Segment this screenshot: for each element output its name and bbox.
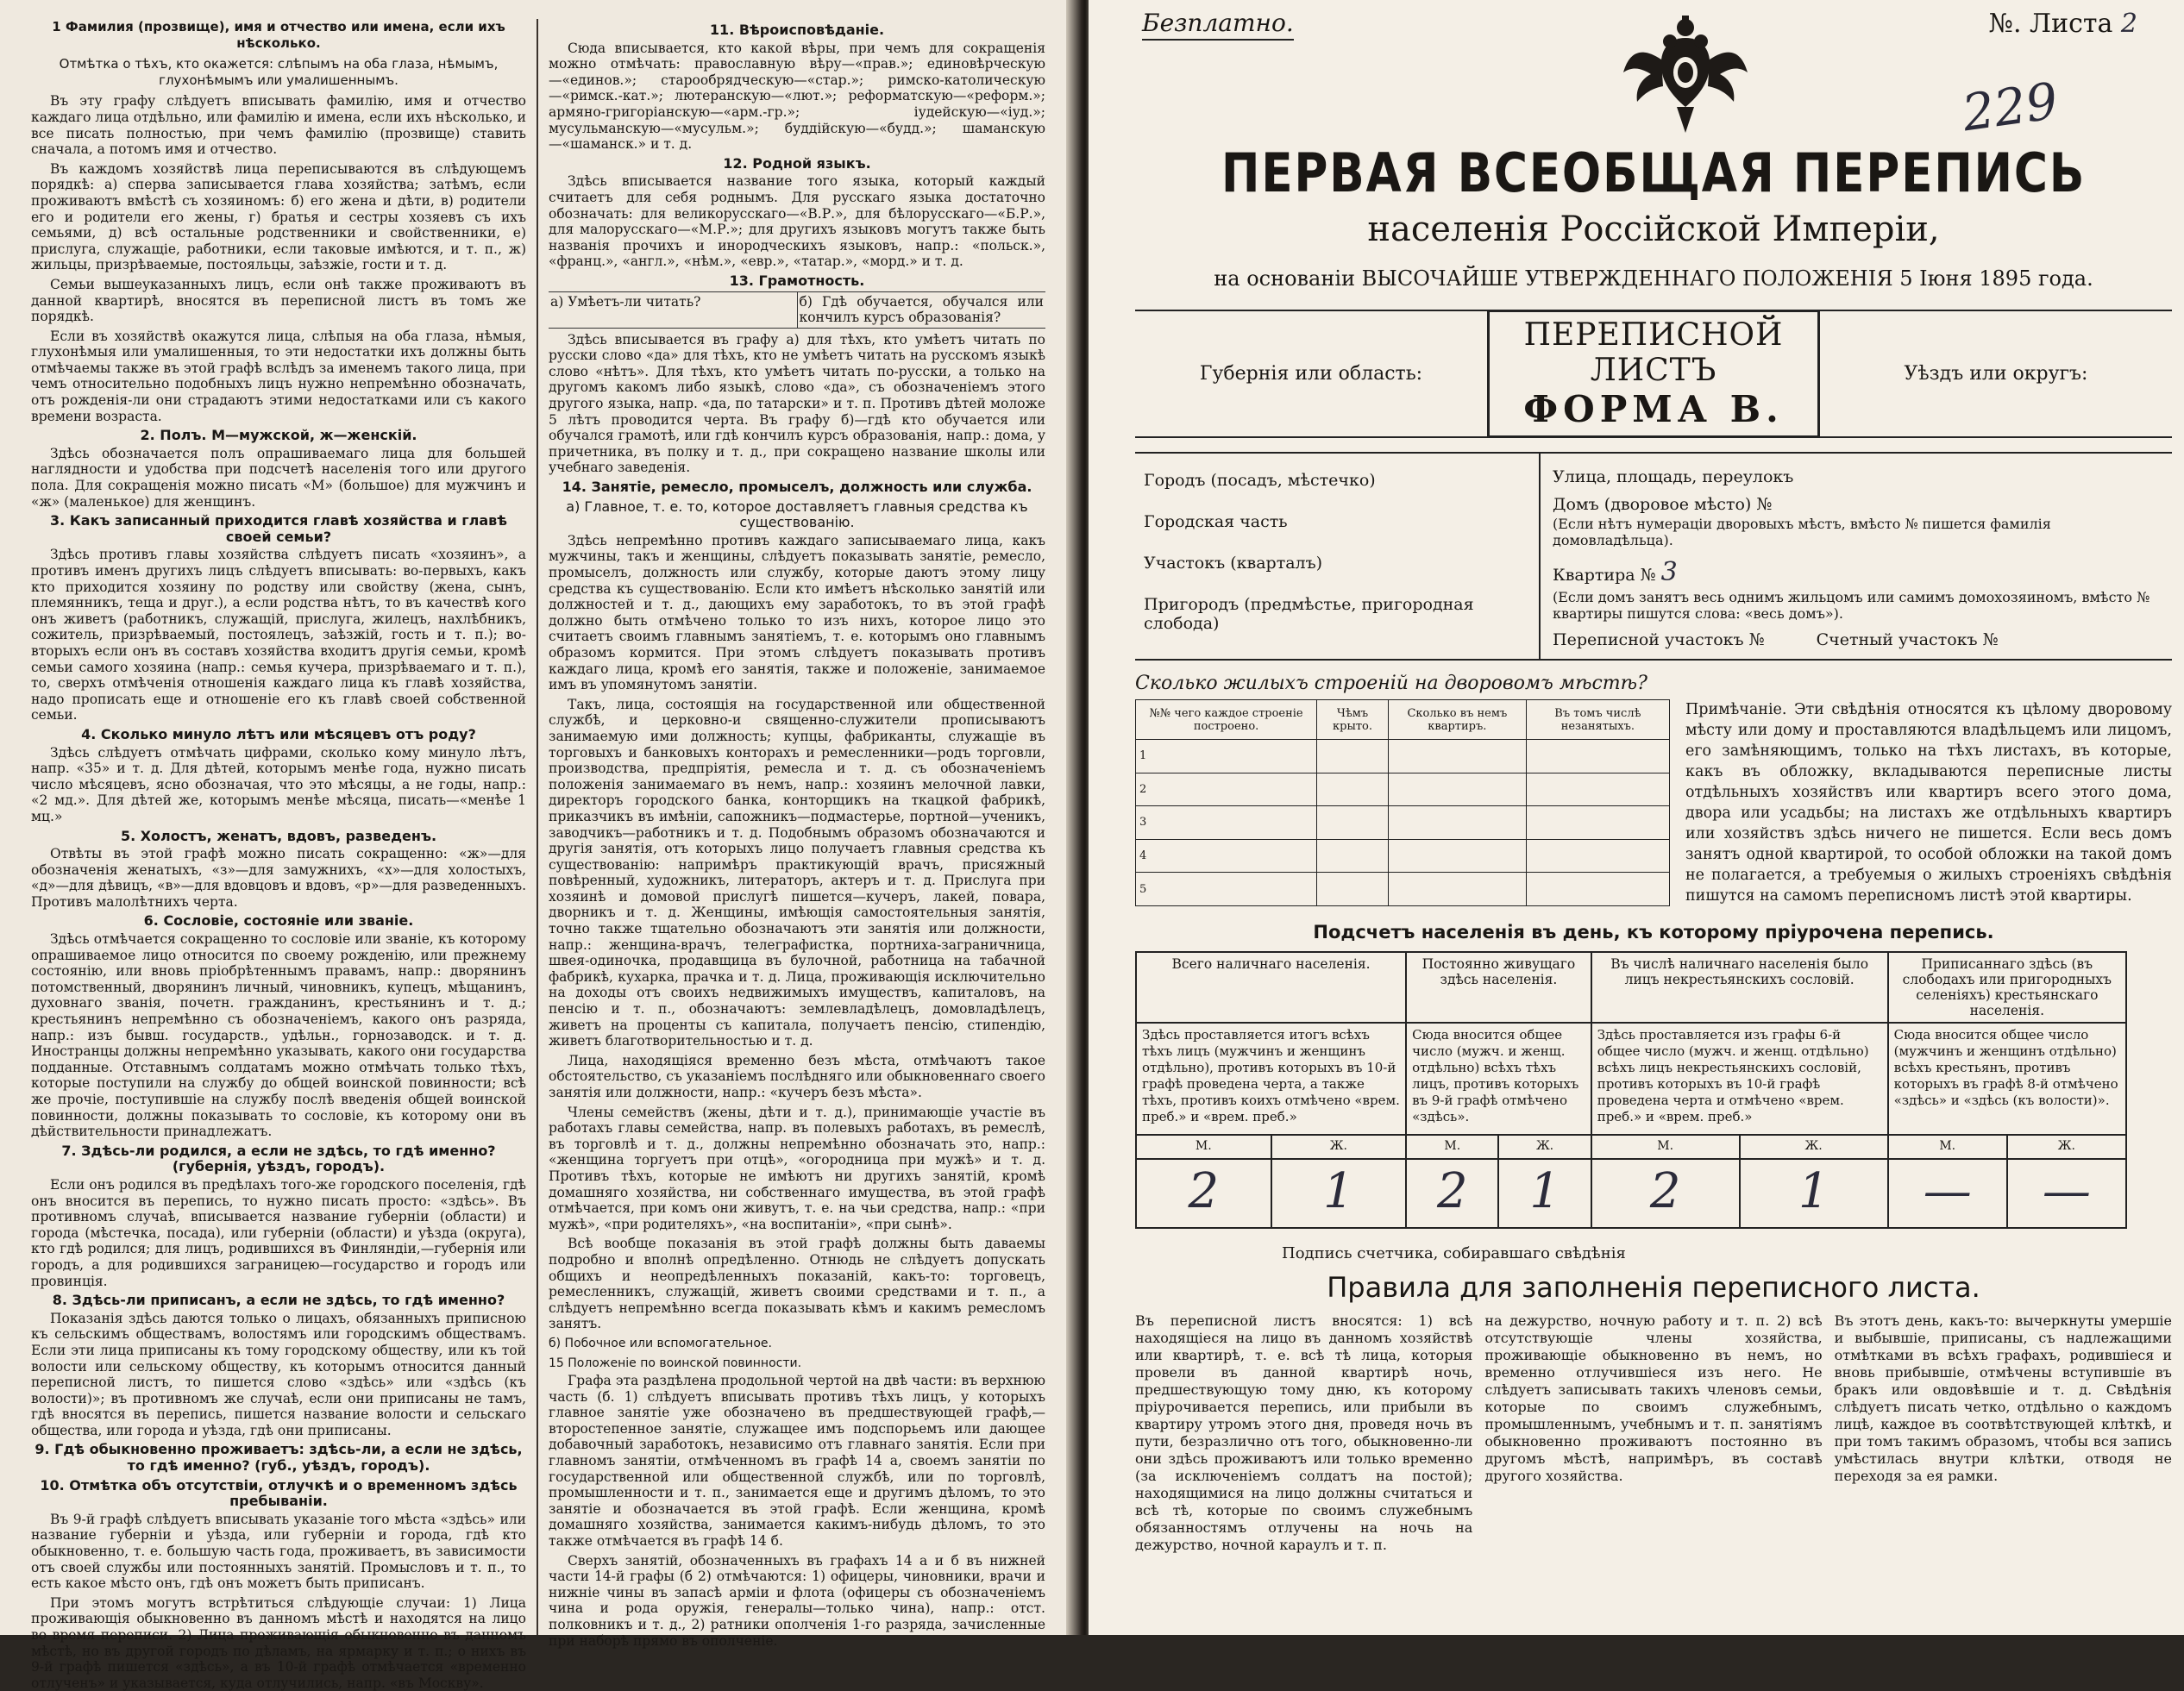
structures-section <box>1135 699 2172 906</box>
paragraph: Въ эту графу слѣдуетъ вписывать фамилію, имя и отчество каждаго лица отдѣльно, или фамилію и имена, если ихъ нѣсколько, и все писать полностью, при чемъ фамилію (прозвище) ставить сначала, а потомъ имя и отчество. <box>31 93 526 158</box>
paragraph: Сюда вписывается, кто какой вѣры, при чемъ для сокращенія можно отмѣчать: православную вѣру—«прав.»; единовѣрческую—«единов.»; старообрядческую—«стар.»; римско-католическую—«римск.-кат.»; лютеранскую—«лют.»; реформатскую—«реформ.»; армяно-григоріанскую—«арм.-гр.»; іудейскую—«іуд.»; мусульманскую—«мусульм.»; буддійскую—«будд.»; шаманскую—«шаманск.» и т. д. <box>549 40 1045 153</box>
rules-column-3: Въ этотъ день, какъ-то: вычеркнуты умершіе и выбывшіе, приписаны, съ надлежащими отмѣтками въ всѣхъ графахъ, родившіеся и вновь прибывшіе, отмѣчены вступившіе въ бракъ или овдовѣвшіе и т. д. Свѣдѣнія слѣдуетъ писать четко, отдѣльно о каждомъ лицѣ, каждое въ соотвѣтствующей клѣткѣ, и при томъ такимъ образомъ, чтобы вся запись умѣстилась внутри клѣтки, отводя не переходя за ея рамки. <box>1834 1312 2172 1484</box>
form-type: ФОРМА В. <box>1523 388 1784 430</box>
row-number: 5 <box>1136 873 1317 906</box>
paragraph: Здѣсь вписывается название того языка, который каждый считаетъ для себя роднымъ. Для русскаго языка достаточно обозначать: для великорусскаго—«В.Р.», для бѣлорусскаго—«Б.Р.», для малорусскаго—«М.Р.»; для другихъ языковъ могутъ также быть названія прочихъ и инородческихъ языковъ, напр.: «польск.», «франц.», «англ.», «нѣм.», «евр.», «татар.», «морд.» и т. д. <box>549 173 1045 270</box>
table-row <box>1136 740 1670 773</box>
paragraph: Въ 9-й графѣ слѣдуетъ вписывать указаніе того мѣста «здѣсь» или название губерніи и уѣзда, или губерніи и города, гдѣ кто обыкновенно, т. е. большую часть года, проживаетъ, въ зависимости отъ своей службы или постоянныхъ занятій. Промысловъ и т. п., то есть какое мѣсто онъ, гдѣ онъ можетъ быть приписанъ. <box>31 1511 526 1592</box>
section-heading: 14. Занятіе, ремесло, промыселъ, должность или служба. <box>562 479 1032 496</box>
handwritten-number: 229 <box>1959 71 2062 143</box>
paragraph: Такъ, лица, состоящія на государственной или общественной службѣ, и церковно-и священно-служители прописываютъ занимаемую ими должность; купцы, фабриканты, служащіе въ торговыхъ и банковыхъ конторахъ и ремесленники—родъ торговли, производства, предпріятія, ремесла и т. д. съ обозначеніемъ положенія занимаемаго въ немъ, напр.: хозяинъ мелочной лавки, директоръ городского банка, конторщикъ на ткацкой фабрикѣ, приказчикъ въ имѣніи, сапожникъ—подмастерье, портной—ученикъ, заводчикъ—работникъ и т. д. Подобнымъ образомъ обозначаются и другія занятія, отъ которыхъ лицо получаетъ главныя средства къ существованію: напримѣръ практикующій врачъ, присяжный повѣренный, художникъ, литераторъ, актеръ и т. д. Прислуга при хозяинѣ и домовой прислугѣ пишется—кучеръ, лакей, повара, дворникъ и т. д. Женщины, имѣющія самостоятельныя занятія, точно также тщательно обозначаютъ эти занятія или должности, напр.: женщина-врачъ, телеграфистка, портниха-заграничница, швея-одиночка, продавщица въ булочной, работница на табачной фабрикѣ, кухарка, прачка и т. д. Лица, проживающія исключительно на доходы отъ своихъ недвижимыхъ имуществъ, капиталовъ, на пенсію и т. п., обозначаютъ: землевладѣлецъ, домовладѣлецъ, живетъ на проценты съ капитала, получаетъ пенсію, стипендію, живетъ благотворительностью и т. д. <box>549 696 1045 1049</box>
count-col-desc: Здѣсь проставляется итогъ всѣхъ тѣхъ лицъ (мужчинъ и женщинъ отдѣльно), противъ которыхъ въ 10-й графѣ проведена черта, а также тѣхъ, противъ коихъ отмѣчено «врем. преб.» и «врем. преб.» <box>1136 1023 1406 1135</box>
count-male-value: 2 <box>1591 1159 1740 1228</box>
paragraph: Графа эта раздѣлена продольной чертой на двѣ части: въ верхнюю часть (б. 1) слѣдуетъ вписывать противъ тѣхъ лицъ, у которыхъ главное занятіе уже обозначено въ предшествующей графѣ,—второстепенное занятіе, служащее имъ подспорьемъ или дающее добавочный заработокъ, независимо отъ главнаго занятія. Если при главномъ занятіи, отмѣченномъ въ графѣ 14 а, своемъ занятіи по государственной или общественной службѣ, или по торговлѣ, промышленности и т. п., занимается еще и другимъ дѣломъ, то это занятіе и обозначается въ этой графѣ. Если женщина, кромѣ домашняго хозяйства, занимается какимъ-нибудь дѣломъ, то это также отмѣчается въ графѣ 14 б. <box>549 1373 1045 1550</box>
count-col-header: Приписаннаго здѣсь (въ слободахъ или пригородныхъ селеніяхъ) крестьянскаго населенія. <box>1888 952 2126 1023</box>
section-subheading: б) Побочное или вспомогательное. <box>549 1336 772 1350</box>
section-heading: 12. Родной языкъ. <box>723 154 871 172</box>
section-heading: 5. Холостъ, женатъ, вдовъ, разведенъ. <box>120 827 437 844</box>
count-male-value: — <box>1888 1159 2007 1228</box>
rules-column-1: Въ переписной листъ вносятся: 1) всѣ находящіеся на лицо въ данномъ хозяйствѣ или квартирѣ, т. е. всѣ тѣ лица, которыя провели въ данной квартирѣ ночь, предшествующую тому дню, къ которому пріурочивается перепись, или прибыли въ квартиру утромъ этого дня, проведя ночь въ пути, безразлично отъ того, обыкновенно-ли они здѣсь проживаютъ или только временно (за исключеніемъ солдатъ на постой); находящимися на лицо должны считаться и всѣ тѣ, которые по своимъ служебнымъ обязанностямъ отлучены на ночь на дежурство, ночной караулъ и т. п. <box>1135 1312 1473 1553</box>
sheet-number-value: 2 <box>2120 9 2137 39</box>
city-field: Городъ (посадъ, мѣстечко) <box>1144 471 1376 490</box>
female-label: Ж. <box>1498 1135 1591 1159</box>
population-count-table <box>1135 951 2127 1229</box>
literacy-question-b: б) Гдѣ обучается, обучался или кончилъ курсъ образованія? <box>799 293 1044 326</box>
female-label: Ж. <box>1271 1135 1407 1159</box>
paragraph: Здѣсь слѣдуетъ отмѣчать цифрами, сколько кому минуло лѣтъ, напр. «35» и т. д. Для дѣтей, которымъ менѣе года, нужно писать число мѣсяцевъ, ясно обозначая, что это мѣсяцы, а не годы, напр.: «2 мд.». Для дѣтей же, которымъ менѣе мѣсяца, писать—«менѣе 1 мц.» <box>31 744 526 824</box>
count-col-header: Постоянно живущаго здѣсь населенія. <box>1406 952 1591 1023</box>
table-row <box>1136 773 1670 806</box>
table-row <box>1136 839 1670 873</box>
form-header <box>1135 310 2172 438</box>
female-label: Ж. <box>1740 1135 1888 1159</box>
row-number: 1 <box>1136 740 1317 773</box>
count-female-value: 1 <box>1271 1159 1407 1228</box>
paragraph: Показанія здѣсь даются только о лицахъ, обязанныхъ приписною къ сельскимъ обществамъ, волостямъ или городскимъ обществамъ. Если эти лица приписаны къ тому городскому обществу, или къ той волости или сельскому обществу, къ которымъ относится данный переписной листъ, то пишется слово «здѣсь» или «здѣсь (къ волости)»; въ противномъ же случаѣ, если они приписаны не тамъ, гдѣ вносятся въ перепись, пишется название волости и сельскаго общества, или города и уѣзда, гдѣ они приписаны. <box>31 1310 526 1438</box>
census-district-field: Переписной участокъ № <box>1553 630 1765 649</box>
row-number: 3 <box>1136 806 1317 840</box>
district-label: Уѣздъ или округъ: <box>1820 310 2172 438</box>
section-heading: 10. Отмѣтка объ отсутствіи, отлучкѣ и о временномъ здѣсь пребываніи. <box>40 1476 518 1510</box>
count-col-header: Всего наличнаго населенія. <box>1136 952 1406 1023</box>
section-subheading: 15 Положеніе по воинской повинности. <box>549 1356 802 1370</box>
table-row <box>1136 806 1670 840</box>
row-number: 2 <box>1136 773 1317 806</box>
rules-column-2: на дежурство, ночную работу и т. п. 2) всѣ отсутствующіе члены хозяйства, проживающіе обыкновенно въ немъ, но временно отлучившіеся изъ него. Не слѣдуетъ записывать такихъ членовъ семьи, которые по своимъ служебнымъ, промышленнымъ, учебнымъ и т. п. занятіямъ обыкновенно проживаютъ постоянно въ другомъ мѣстѣ, напримѣръ, въ составѣ другого хозяйства. <box>1484 1312 1823 1484</box>
address-left <box>1135 454 1541 659</box>
rules-text <box>1135 1312 2172 1554</box>
precinct-field: Участокъ (кварталъ) <box>1144 554 1323 573</box>
apartment-note: (Если домъ занятъ весь однимъ жильцомъ или самимъ домохозяиномъ, вмѣсто № квартиры пишутся слова: «весь домъ»). <box>1553 589 2150 622</box>
suburb-field: Пригородъ (предмѣстье, пригородная слобода) <box>1144 595 1474 633</box>
paragraph: Въ каждомъ хозяйствѣ лица переписываются въ слѣдующемъ порядкѣ: а) сперва записывается глава хозяйства; затѣмъ, если проживаютъ вмѣстѣ съ хозяиномъ: б) его жена и дѣти, в) родители его и родители его жены, г) братья и сестры хозяевъ съ ихъ семьями, д) всѣ остальные родственники и свойственники, е) прислуга, служащіе, работники, если таковые имѣются, и т. п., ж) жильцы, призрѣваемые, постояльцы, заѣзжіе, гости и т. д. <box>31 160 526 273</box>
paragraph: Здѣсь вписывается въ графу а) для тѣхъ, кто умѣетъ читать по русски слово «да» для тѣхъ, кто не умѣетъ читать на русскомъ языкѣ слово «нѣтъ». Для тѣхъ, кто умѣетъ читать по-русски, а только на другомъ какомъ либо языкѣ, слово «да», съ обозначеніемъ этого другого языка, напр. «да, по татарски» и т. п. Противъ дѣтей моложе 5 лѣтъ проводится черта. Въ графу б)—гдѣ кто обучается или обучался грамотѣ, или гдѣ кончилъ курсъ образованія, напр.: дома, у причетника, въ полку и т. д., при сокращено название школы или учебнаго заведенія. <box>549 331 1045 476</box>
structures-table <box>1135 699 1670 906</box>
paragraph: Отвѣты въ этой графѣ можно писать сокращенно: «ж»—для обозначенія женатыхъ, «з»—для замужнихъ, «х»—для холостыхъ, «д»—для дѣвицъ, «в»—для вдовцовъ и вдовъ, «р»—для разведенныхъ. Противъ малолѣтнихъ черта. <box>31 846 526 910</box>
document-title: ПЕРВАЯ ВСЕОБЩАЯ ПЕРЕПИСЬ <box>1221 141 2087 204</box>
city-part-field: Городская часть <box>1144 512 1288 531</box>
section-heading: 2. Полъ. М—мужской, ж—женскій. <box>140 427 417 444</box>
instructions-column-2 <box>538 19 1056 1649</box>
row-number: 4 <box>1136 839 1317 873</box>
paragraph: Здѣсь отмѣчается сокращенно то сословіе или званіе, къ которому опрашиваемое лицо относится по своему рожденію, или прежнему состоянію, или вновь пріобрѣтеннымъ правамъ, напр.: дворянинъ потомственный, дворянинъ личный, чиновникъ, купецъ, мѣщанинъ, духовнаго званія, почетн. гражданинъ, крестьянинъ и т. д.; крестьянинъ непремѣнно съ обозначеніемъ, какого онъ разряда, напр.: изъ бывш. государств., удѣльн., горнозаводск. и т. д. Иностранцы должны непремѣнно указывать, какого они государства подданные. Отставнымъ солдатамъ можно отмѣчать только тѣхъ, которые поступили на службу до общей воинской повинности; всѣ же прочіе, поступившіе на службу послѣ введенія общей воинской повинности, должны показывать то сословіе, къ которому они въ дѣйствительности принадлежатъ. <box>31 931 526 1140</box>
apartment-value: 3 <box>1660 557 1678 587</box>
instructions-column-1 <box>21 19 538 1691</box>
male-label: М. <box>1591 1135 1740 1159</box>
address-right <box>1541 454 2172 659</box>
structures-question: Сколько жилыхъ строеній на дворовомъ мѣстѣ? <box>1135 673 1647 694</box>
count-heading: Подсчетъ населенія въ день, къ которому пріурочена перепись. <box>1313 922 1994 943</box>
province-label: Губернія или область: <box>1135 310 1487 438</box>
count-female-value: 1 <box>1740 1159 1888 1228</box>
structures-note: Примѣчаніе. Эти свѣдѣнія относятся къ цѣлому дворовому мѣсту или дому и проставляются владѣльцемъ или лицомъ, его замѣняющимъ, только на тѣхъ листахъ, въ которые, какъ въ обложку, вкладываются переписные листы отдѣльныхъ хозяйствъ или квартиръ всего этого дома, двора или усадьбы; на листахъ же отдѣльныхъ квартиръ или хозяйствъ здѣсь ничего не пишется. Если весь домъ занятъ одной квартирой, то особой обложки на такой домъ не полагается, а требуемыя о жилыхъ строеніяхъ свѣдѣнія пишутся на самомъ переписномъ листѣ этой квартиры. <box>1685 701 2172 905</box>
street-field: Улица, площадь, переулокъ <box>1553 467 1794 486</box>
count-col-desc: Здѣсь проставляется изъ графы 6-й общее число (мужч. и женщ. отдѣльно) всѣхъ лицъ некрестьянскихъ сословій, противъ которыхъ въ 10-й графѣ проведена черта и отмѣчено «врем. преб.» и «врем. преб.» <box>1591 1023 1888 1135</box>
apartment-field <box>1553 557 2160 587</box>
count-col-desc: Сюда вносится общее число (мужч. и женщ. отдѣльно) всѣхъ тѣхъ лицъ, противъ которыхъ въ 9-й графѣ отмѣчено «здѣсь». <box>1406 1023 1591 1135</box>
male-label: М. <box>1888 1135 2007 1159</box>
house-field: Домъ (дворовое мѣсто) № <box>1553 495 1773 514</box>
paragraph: Сверхъ занятій, обозначенныхъ въ графахъ 14 а и б въ нижней части 14-й графы (б 2) отмѣчаются: 1) офицеры, чиновники, врачи и нижніе чины въ запасѣ арміи и флота (офицеры съ обозначеніемъ чина и рода оружія, генералы—только чина), напр.: отст. полковникъ и т. д., 2) ратники ополченія 1-го разряда, зачисленные при наборѣ прямо въ ополченіе. <box>549 1552 1045 1649</box>
table-header: Сколько въ немъ квартиръ. <box>1388 700 1526 740</box>
paragraph: Здѣсь обозначается полъ опрашиваемаго лица для большей наглядности и удобства при подсчетѣ населенія того или другого пола. Для сокращенія можно писать «М» (большое) для мужчинъ и «ж» (маленькое) для женщинъ. <box>31 445 526 510</box>
paragraph: Всѣ вообще показанія въ этой графѣ должны быть даваемы подробно и вполнѣ опредѣленно. Отнюдь не слѣдуетъ допускать общихъ и неопредѣленныхъ показаній, какъ-то: торговецъ, ремесленникъ, служащій, живетъ своими средствами и т. п., а слѣдуетъ непремѣнно всегда показывать кѣмъ и какимъ ремесломъ занятъ. <box>549 1236 1045 1332</box>
sheet-number <box>1989 9 2137 39</box>
paragraph: Здѣсь противъ главы хозяйства слѣдуетъ писать «хозяинъ», а противъ именъ другихъ лицъ слѣдуетъ вписывать: во-первыхъ, какъ кто приходится хозяину по родству или свойству (жена, сынъ, племянникъ, теща и друг.), а если родства нѣтъ, то въ качествѣ кого онъ живетъ (работникъ, служащій, прислуга, жилецъ, нахлѣбникъ, сожитель, призрѣваемый, постоялецъ, заѣзжій, гость и т. п.); во-вторыхъ если онъ въ составъ хозяйства входитъ другія семьи, кромѣ семьи самого хозяина (напр.: семья кучера, призрѣваемаго и т. п.), то, сверхъ отмѣченія отношенія каждаго лица къ главѣ хозяйства, надо прописать еще и отношеніе его къ главѣ своей собственной семьи. <box>31 547 526 723</box>
legal-basis: на основаніи ВЫСОЧАЙШЕ УТВЕРЖДЕННАГО ПОЛОЖЕНІЯ 5 Іюня 1895 года. <box>1214 266 2093 291</box>
form-title: ПЕРЕПИСНОЙ ЛИСТЪ <box>1523 317 1784 388</box>
count-male-value: 2 <box>1136 1159 1271 1228</box>
paragraph: Члены семействъ (жены, дѣти и т. д.), принимающіе участіе въ работахъ главы семейства, напр. въ полевыхъ работахъ, въ ремеслѣ, въ торговлѣ и т. д., должны непремѣнно обозначать это, напр.: «женщина торгуетъ при отцѣ», «огородница при мужѣ» и т. д. Противъ тѣхъ, которые не имѣютъ ни другихъ занятій, кромѣ домашняго хозяйства, ни собственнаго имущества, въ этой графѣ отмѣчается, при комъ они живутъ, т. е. на чьи средства, напр.: «при мужѣ», «при родителяхъ», «на воспитаніи», «при сынѣ». <box>549 1104 1045 1232</box>
paragraph: Семьи вышеуказанныхъ лицъ, если онѣ также проживаютъ въ данной квартирѣ, вносятся въ переписной листъ въ томъ же порядкѣ. <box>31 276 526 325</box>
sheet-number-label: №. Листа <box>1988 9 2113 39</box>
count-male-value: 2 <box>1406 1159 1498 1228</box>
section-heading: 9. Гдѣ обыкновенно проживаетъ: здѣсь-ли, а если не здѣсь, то гдѣ именно? (губ., уѣздъ, городъ). <box>35 1441 523 1475</box>
female-label: Ж. <box>2007 1135 2126 1159</box>
section-heading: 13. Грамотность. <box>729 272 865 289</box>
literacy-question-a: а) Умѣетъ-ли читать? <box>549 292 798 328</box>
document-subtitle: населенія Россійской Имперіи, <box>1367 210 1940 249</box>
section-heading: 7. Здѣсь-ли родился, а если не здѣсь, то гдѣ именно? (губернія, уѣздъ, городъ). <box>61 1142 496 1175</box>
rules-title: Правила для заполненія переписного листа. <box>1327 1271 1980 1304</box>
paragraph: Лица, находящіяся временно безъ мѣста, отмѣчаютъ такое обстоятельство, съ указаніемъ послѣдняго или обыкновеннаго своего занятія или должности, напр.: «кучеръ безъ мѣста». <box>549 1052 1045 1100</box>
section-heading: 6. Сословіе, состояніе или званіе. <box>143 912 414 930</box>
count-female-value: 1 <box>1498 1159 1591 1228</box>
census-form-page <box>1089 0 2184 1635</box>
free-label: Безплатно. <box>1142 9 1294 41</box>
paragraph: Если въ хозяйствѣ окажутся лица, слѣпыя на оба глаза, нѣмыя, глухонѣмыя или умалишенныя, то эти недостатки ихъ должны быть отмѣчаемы также въ этой графѣ вслѣдъ за именемъ такого лица, при чемъ относительно подобныхъ лицъ нужно непремѣнно обозначать, отъ рожденія-ли они страдаютъ этими недостатками или съ какого времени возраста. <box>31 328 526 424</box>
paragraph: При этомъ могутъ встрѣтиться слѣдующіе случаи: 1) Лица проживающія обыкновенно въ данномъ мѣстѣ и находятся на лицо во время переписи. 2) Лица проживающія обыкновенно въ данномъ мѣстѣ, но въ другой городъ по дѣламъ, на ярмарку и т. п.; о нихъ въ 9-й графѣ пишется «здѣсь», а въ 10-й графѣ отмѣчается «временно отлученъ» и указывается, куда отлучились, напр. «въ Москву». <box>31 1594 526 1691</box>
male-label: М. <box>1136 1135 1271 1159</box>
section-subheading: а) Главное, т. е. то, которое доставляетъ главныя средства къ существованію. <box>566 498 1028 531</box>
table-header: Чѣмъ крыто. <box>1317 700 1389 740</box>
table-header: №№ чего каждое строеніе построено. <box>1136 700 1317 740</box>
table-header: Въ томъ числѣ незанятыхъ. <box>1526 700 1669 740</box>
apartment-label: Квартира № <box>1553 566 1656 585</box>
section-heading: 8. Здѣсь-ли приписанъ, а если не здѣсь, то гдѣ именно? <box>52 1292 505 1309</box>
enumerator-signature-line: Подпись счетчика, собиравшаго свѣдѣнія <box>1282 1244 1626 1262</box>
paragraph: Здѣсь непремѣнно противъ каждаго записываемаго лица, какъ мужчины, такъ и женщины, слѣдуетъ показывать занятіе, ремесло, промыселъ, должность или службу, которые даютъ этому лицу средства къ существованію. Если кто имѣетъ нѣсколько занятій или должностей и т. д., дающихъ ему заработокъ, то въ этой графѣ должно быть отмѣчено только то изъ нихъ, которое лицо это считаетъ своимъ главнымъ занятіемъ, т. е. которымъ оно главнымъ образомъ кормится. При этомъ слѣдуетъ показывать противъ каждаго лица, кромѣ его занятія, также и положеніе, занимаемое имъ въ упомянутомъ занятіи. <box>549 532 1045 693</box>
double-headed-eagle-icon <box>1616 12 1754 141</box>
form-title-box <box>1487 310 1820 438</box>
table-row <box>1136 873 1670 906</box>
count-female-value: — <box>2007 1159 2126 1228</box>
count-col-header: Въ числѣ наличнаго населенія было лицъ некрестьянскихъ сословій. <box>1591 952 1888 1023</box>
count-district-field: Счетный участокъ № <box>1816 630 1999 649</box>
section-heading: 4. Сколько минуло лѣтъ или мѣсяцевъ отъ роду? <box>81 725 476 742</box>
count-col-desc: Сюда вносится общее число (мужчинъ и женщинъ отдѣльно) всѣхъ крестьянъ, противъ которыхъ въ графѣ 8-й отмѣчено «здѣсь» и «здѣсь (къ волости)». <box>1888 1023 2126 1135</box>
address-block <box>1135 452 2172 661</box>
section-heading: 11. Вѣроисповѣданіе. <box>709 22 885 38</box>
left-instructions-page <box>0 0 1078 1691</box>
col1-subheader: Отмѣтка о тѣхъ, кто окажется: слѣпымъ на оба глаза, нѣмымъ, глухонѣмымъ или умалишеннымъ. <box>59 56 499 88</box>
col1-header: 1 Фамилия (прозвище), имя и отчество или имена, если ихъ нѣсколько. <box>52 19 505 51</box>
district-numbers <box>1553 630 2160 649</box>
male-label: М. <box>1406 1135 1498 1159</box>
section-heading: 3. Какъ записанный приходится главѣ хозяйства и главѣ своей семьи? <box>49 512 508 545</box>
paragraph: Если онъ родился въ предѣлахъ того-же городского поселенія, гдѣ онъ вносится въ перепись, то нужно писать просто: «здѣсь». Въ противномъ случаѣ, вписывается название губерніи (области) и города (мѣстечка, посада), или губерніи (области) и уѣзда (округа), кто гдѣ родился; для лицъ, родившихся въ Финляндіи,—губернія или городъ, а для родившихся заграницею—государство и городъ или провинція. <box>31 1176 526 1289</box>
house-note: (Если нѣтъ нумераціи дворовыхъ мѣстъ, вмѣсто № пишется фамилія домовладѣльца). <box>1553 516 2051 548</box>
